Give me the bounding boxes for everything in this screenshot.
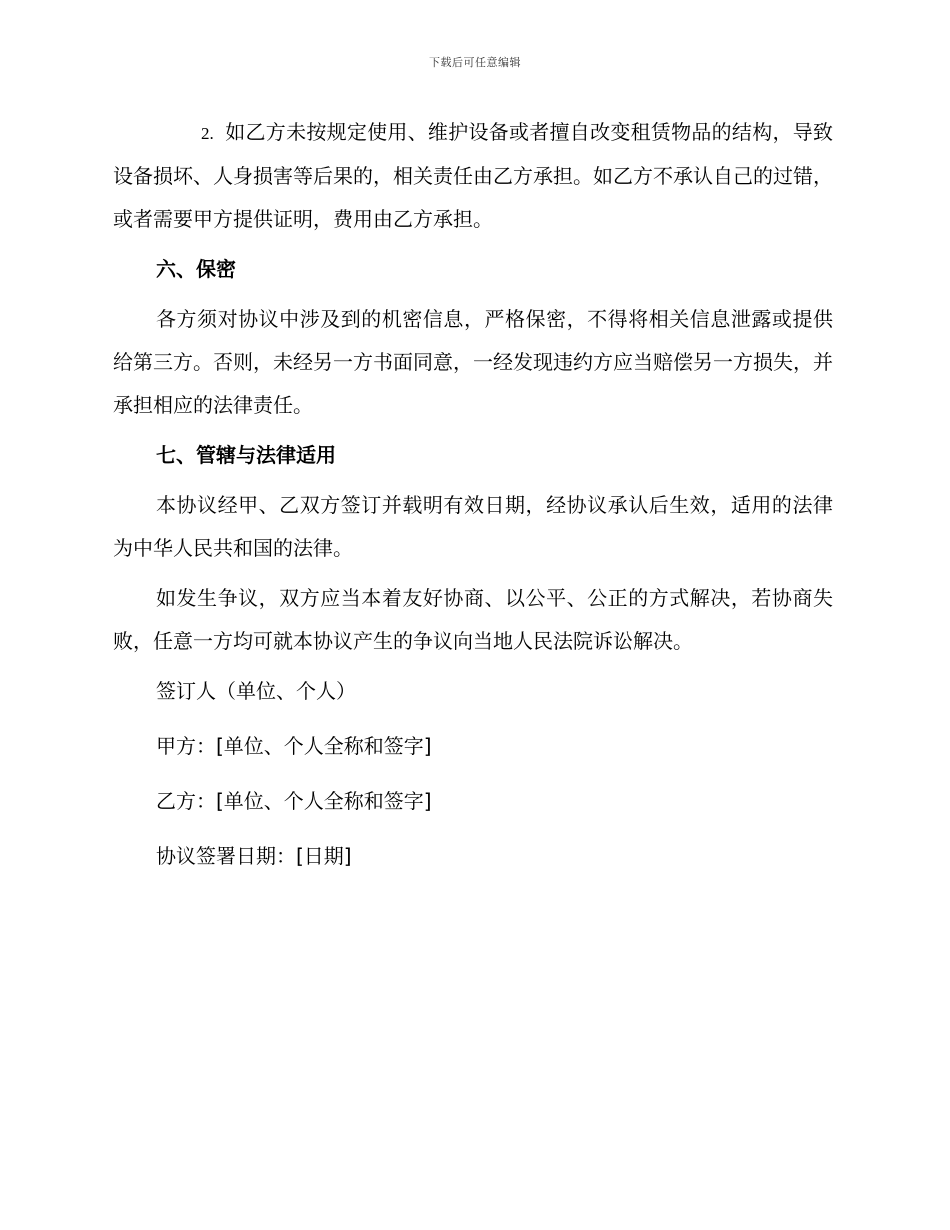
signing-date-line: 协议签署日期：[日期] [156, 844, 352, 868]
clause-2 [113, 111, 833, 241]
clause-2-text: 如乙方未按规定使用、维护设备或者擅自改变租赁物品的结构，导致设备损坏、人身损害等后果的，相关责任由乙方承担。如乙方不承认自己的过错，或者需要甲方提供证明，费用由乙方承担。 [113, 120, 833, 231]
page-header: 下载后可任意编辑 [429, 56, 521, 69]
section-7-paragraph-2: 如发生争议，双方应当本着友好协商、以公平、公正的方式解决，若协商失败，任意一方均可就本协议产生的争议向当地人民法院诉讼解决。 [113, 586, 833, 653]
document-body [113, 111, 833, 890]
section-6-paragraph-1: 各方须对协议中涉及到的机密信息，严格保密，不得将相关信息泄露或提供给第三方。否则，未经另一方书面同意，一经发现违约方应当赔偿另一方损失，并承担相应的法律责任。 [113, 307, 833, 417]
section-6-title: 六、保密 [156, 257, 236, 281]
section-7-paragraph-1: 本协议经甲、乙双方签订并载明有效日期，经协议承认后生效，适用的法律为中华人民共和国的法律。 [113, 493, 833, 560]
signatory-line: 签订人（单位、个人） [156, 679, 356, 703]
clause-2-number: 2. [201, 124, 214, 143]
party-a-line: 甲方：[单位、个人全称和签字] [156, 734, 432, 758]
section-7-title: 七、管辖与法律适用 [156, 443, 336, 467]
party-b-line: 乙方：[单位、个人全称和签字] [156, 789, 432, 813]
